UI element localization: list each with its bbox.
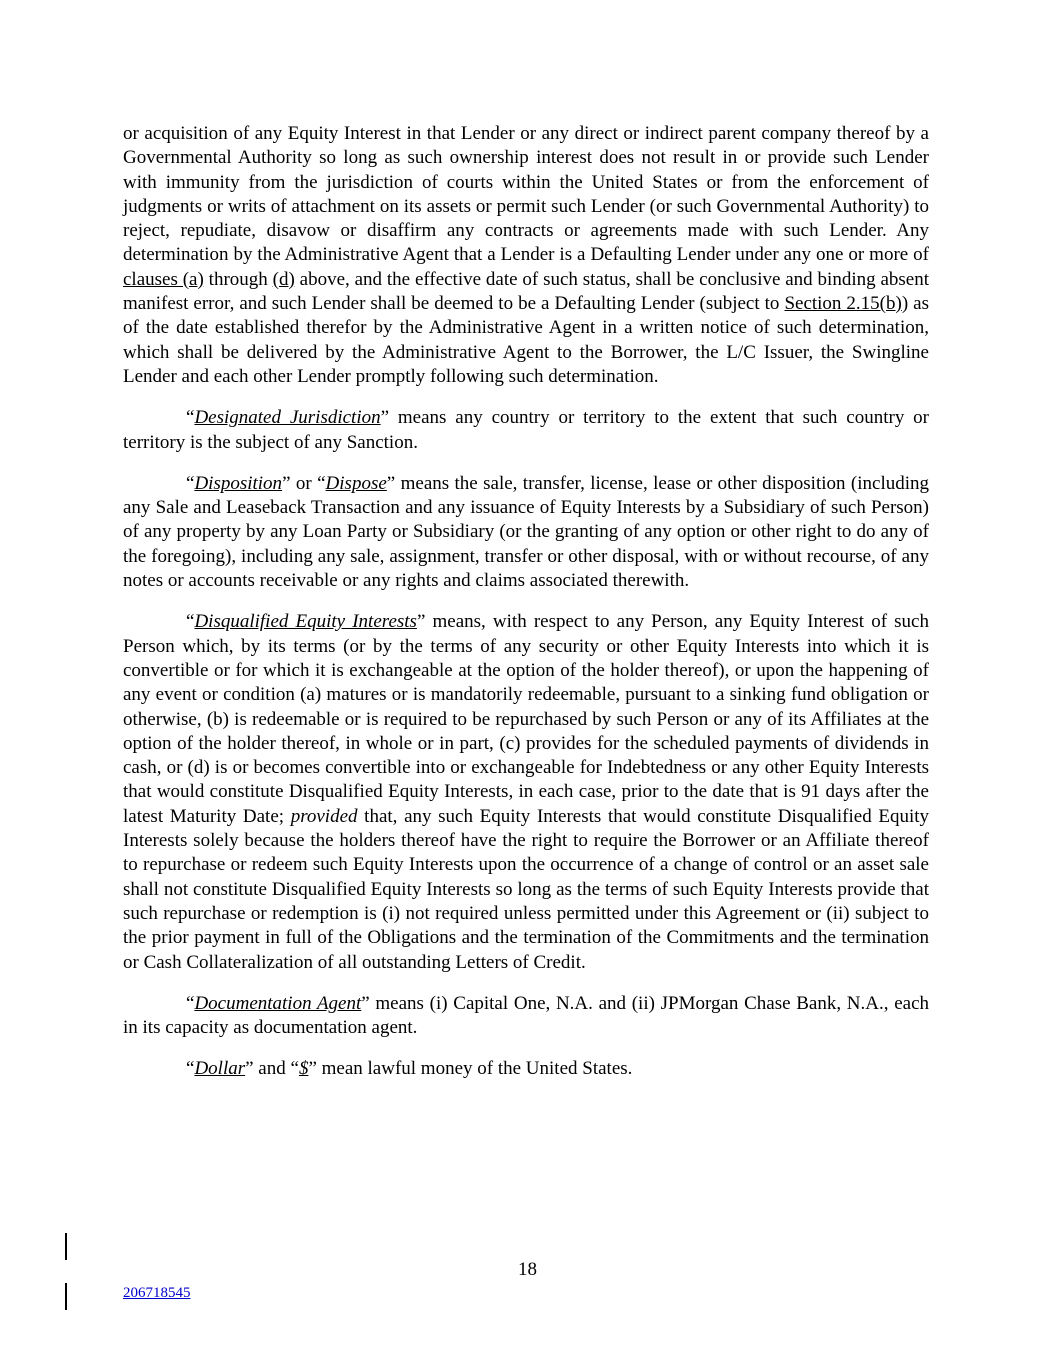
defined-term-disqualified-equity-interests: Disqualified Equity Interests bbox=[194, 611, 417, 633]
text-run: “ bbox=[186, 472, 195, 494]
text-run: ) as of the date established therefor by the Administrative Agent in a written notice of such determination, which shall be delivered by the Administrative Agent to the Borrower, the L/C Issuer, the Swingline Lender and each other Lender promptly following such determination. bbox=[123, 293, 929, 387]
defined-term-dollar-sign: $ bbox=[298, 1058, 309, 1080]
document-body bbox=[123, 122, 929, 1082]
text-run: ” or “ bbox=[282, 472, 326, 494]
text-run: “ bbox=[186, 1058, 195, 1080]
defined-term-dollar: Dollar bbox=[194, 1058, 246, 1080]
paragraph bbox=[123, 1057, 929, 1081]
defined-term-disposition: Disposition bbox=[194, 472, 283, 494]
paragraph bbox=[123, 122, 929, 389]
paragraph bbox=[123, 610, 929, 974]
text-run: or acquisition of any Equity Interest in that Lender or any direct or indirect parent company thereof by a Governmental Authority so long as such ownership interest does not result in or provide such Lender with immunity from the jurisdiction of courts within the United States or from the enforcement of judgments or writs of attachment on its assets or permit such Lender (or such Governmental Authority) to reject, repudiate, disavow or disaffirm any contracts or agreements made with such Lender. Any determination by the Administrative Agent that a Lender is a Defaulting Lender under any one or more of bbox=[123, 123, 929, 266]
text-run: ” and “ bbox=[245, 1058, 299, 1080]
change-bar bbox=[65, 1283, 67, 1310]
defined-term-designated-jurisdiction: Designated Jurisdiction bbox=[194, 407, 381, 429]
text-run: ” means any country or territory to the extent that such country or territory is the subject of any Sanction. bbox=[123, 407, 929, 453]
text-run: “ bbox=[186, 611, 195, 633]
clauses-a-reference: clauses (a) bbox=[123, 268, 204, 290]
paragraph bbox=[123, 992, 929, 1041]
clause-d-reference: (d) bbox=[272, 268, 295, 290]
text-run: that, any such Equity Interests that would constitute Disqualified Equity Interests solely because the holders thereof have the right to require the Borrower or an Affiliate thereof to repurchase or redeem such Equity Interests upon the occurrence of a change of control or an asset sale shall not constitute Disqualified Equity Interests so long as the terms of such Equity Interests provide that such repurchase or redemption is (i) not required unless permitted under this Agreement or (ii) subject to the prior payment in full of the Obligations and the termination of the Commitments and the termination or Cash Collateralization of all outstanding Letters of Credit. bbox=[123, 805, 930, 973]
text-run: above, and the effective date of such status, shall be conclusive and binding absent manifest error, and such Lender shall be deemed to be a Defaulting Lender (subject to bbox=[123, 268, 929, 315]
text-run: provided bbox=[290, 805, 358, 827]
text-run: ” means (i) Capital One, N.A. and (ii) JPMorgan Chase Bank, N.A., each in its capacity as documentation agent. bbox=[123, 992, 929, 1039]
text-run: “ bbox=[186, 992, 195, 1014]
footer-document-id-link[interactable]: 206718545 bbox=[123, 1285, 191, 1301]
text-run: ” mean lawful money of the United States. bbox=[308, 1058, 633, 1080]
text-run: ” means, with respect to any Person, any Equity Interest of such Person which, by its terms (or by the terms of any security or other Equity Interests into which it is convertible or for which it is exchangeable at the option of the holder thereof), or upon the happening of any event or condition (a) matures or is mandatorily redeemable, pursuant to a sinking fund obligation or otherwise, (b) is redeemable or is required to be repurchased by such Person or any of its Affiliates at the option of the holder thereof, in whole or in part, (c) provides for the scheduled payments of dividends in cash, or (d) is or becomes convertible into or exchangeable for Indebtedness or any other Equity Interests that would constitute Disqualified Equity Interests, in each case, prior to the date that is 91 days after the latest Maturity Date; bbox=[123, 611, 929, 827]
page-number: 18 bbox=[518, 1259, 537, 1280]
paragraph bbox=[123, 406, 929, 455]
change-bar bbox=[65, 1233, 67, 1260]
defined-term-dispose: Dispose bbox=[325, 472, 387, 494]
paragraph bbox=[123, 472, 929, 593]
text-run: ” means the sale, transfer, license, lease or other disposition (including any Sale and Leaseback Transaction and any issuance of Equity Interests by a Subsidiary of such Person) of any property by any Loan Party or Subsidiary (or the granting of any option or other right to do any of the foregoing), including any sale, assignment, transfer or other disposal, with or without recourse, of any notes or accounts receivable or any rights and claims associated therewith. bbox=[123, 472, 929, 592]
text-run: through bbox=[203, 268, 273, 290]
text-run: “ bbox=[186, 407, 195, 429]
section-2-15-b-reference: Section 2.15(b) bbox=[784, 293, 902, 315]
defined-term-documentation-agent: Documentation Agent bbox=[194, 992, 362, 1014]
